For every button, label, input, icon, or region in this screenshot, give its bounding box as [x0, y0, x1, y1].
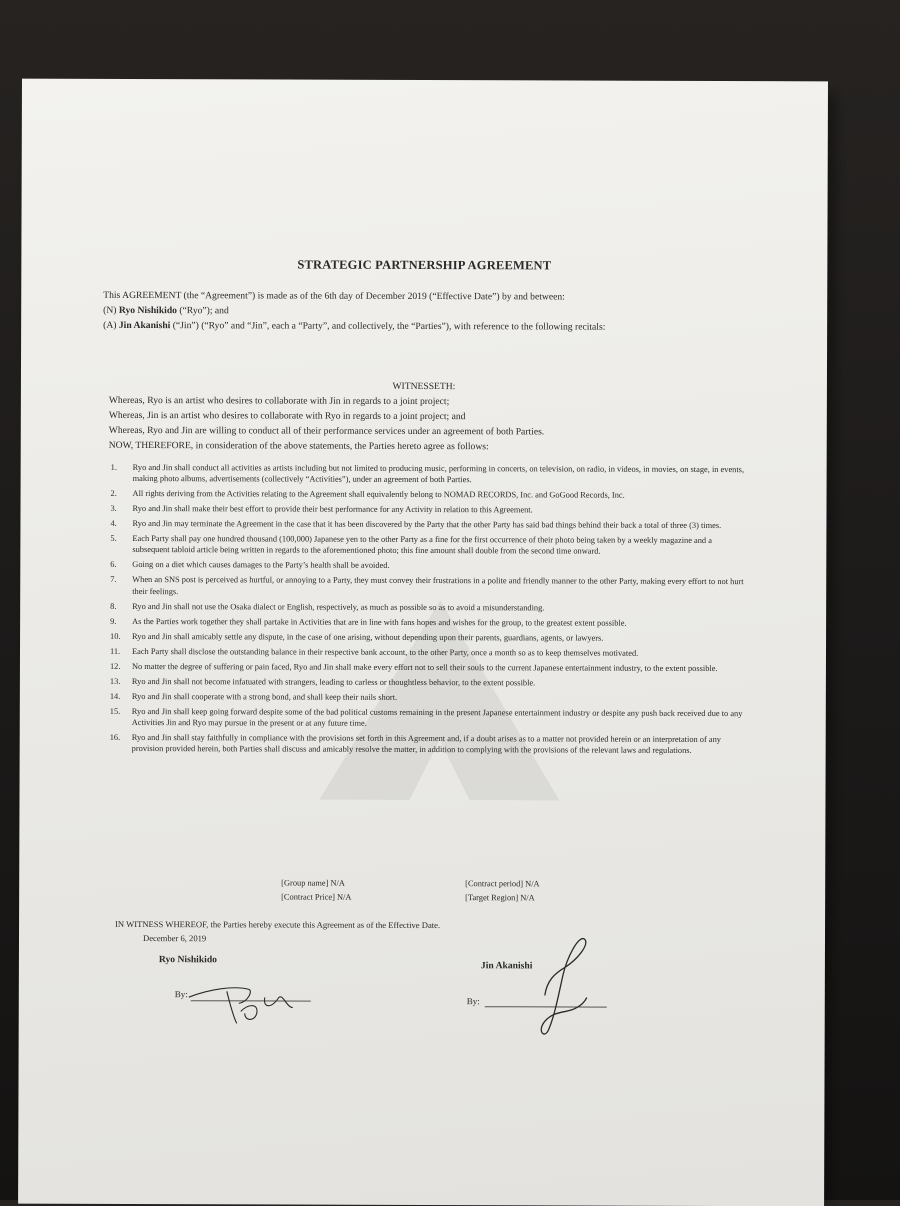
- clause-number: 9.: [110, 616, 117, 626]
- clause-number: 16.: [109, 732, 121, 742]
- clause-number: 2.: [110, 489, 117, 499]
- party-2-prefix: (A): [103, 319, 119, 331]
- party-1-prefix: (N): [103, 304, 119, 316]
- clause-number: 11.: [109, 646, 121, 656]
- clause-item: [105, 462, 745, 487]
- clause-item: [104, 559, 744, 572]
- clause-number: 4.: [110, 519, 117, 529]
- clause-text: Ryo and Jin shall cooperate with a strong bond, and shall keep their nails short.: [131, 691, 398, 702]
- clause-number: 12.: [109, 661, 121, 671]
- field-contract-period: [Contract period] N/A: [465, 879, 540, 889]
- clause-text: Ryo and Jin may terminate the Agreement in the case that it has been discovered by the Party that the other Party has said bad things behind their back a total of three (3) times.: [132, 519, 722, 531]
- intro-line: This AGREEMENT (the “Agreement”) is made as of the 6th day of December 2019 (“Effective Date”) by and between:: [103, 289, 565, 303]
- field-target-region: [Target Region] N/A: [465, 893, 535, 903]
- clause-item: [105, 488, 745, 501]
- clause-item: [104, 645, 744, 658]
- clause-number: 8.: [110, 601, 117, 611]
- clause-text: Going on a diet which causes damages to the Party’s health shall be avoided.: [132, 560, 390, 571]
- party-1-suffix: (“Ryo”); and: [176, 305, 229, 317]
- clause-item: [104, 503, 744, 516]
- clause-item: [104, 600, 744, 613]
- clause-text: Ryo and Jin shall conduct all activities as artists including but not limited to producing music, performing in concerts, on television, on radio, in videos, in movies, on stage, in events, making photo albums, advertisements (collectively “Activities”), under an agreement of both Parties.: [132, 462, 745, 485]
- clause-text: When an SNS post is perceived as hurtful, or annoying to a Party, they must convey their frustrations in a polite and friendly manner to the other Party, making every effort to not hurt their feelings.: [132, 575, 744, 596]
- clause-item: [104, 732, 744, 757]
- clause-item: [104, 615, 744, 628]
- recital-4: NOW, THEREFORE, in consideration of the above statements, the Parties hereto agree as follows:: [108, 439, 489, 453]
- clause-text: Each Party shall disclose the outstanding balance in their respective bank account, to the other Party, once a month so as to keep themselves motivated.: [131, 646, 639, 658]
- party-1-line: [103, 304, 229, 317]
- clause-list: [104, 462, 745, 760]
- clause-item: [104, 574, 744, 599]
- party-2-by-label: By:: [466, 996, 480, 1007]
- clause-item: [104, 675, 744, 688]
- clause-text: No matter the degree of suffering or pain faced, Ryo and Jin shall make every effort not to sell their souls to the current Japanese entertainment industry, to the extent possible.: [131, 661, 718, 673]
- clause-item: [104, 518, 744, 531]
- field-group-name: [Group name] N/A: [281, 878, 345, 888]
- party-1-signature: [179, 967, 319, 1027]
- clause-text: All rights deriving from the Activities relating to the Agreement shall equivalently belong to NOMAD RECORDS, Inc. and GoGood Records, Inc.: [132, 489, 625, 500]
- clause-number: 10.: [110, 631, 121, 641]
- clause-item: [104, 705, 744, 730]
- party-1-name: Ryo Nishikido: [118, 304, 177, 317]
- recital-3: Whereas, Ryo and Jin are willing to conduct all of their performance services under an agreement of both Parties.: [108, 424, 545, 438]
- document-title: STRATEGIC PARTNERSHIP AGREEMENT: [297, 257, 552, 273]
- field-contract-price: [Contract Price] N/A: [281, 892, 352, 902]
- party-1-by-label: By:: [174, 989, 188, 1000]
- clause-number: 14.: [109, 691, 121, 701]
- clause-item: [104, 690, 744, 703]
- clause-number: 7.: [110, 575, 117, 585]
- party-1-signature-name: Ryo Nishikido: [158, 954, 217, 966]
- party-2-signature: [505, 935, 615, 1045]
- clause-text: Ryo and Jin shall make their best effort to provide their best performance for any Activity in relation to this Agreement.: [132, 504, 533, 515]
- clause-number: 6.: [110, 560, 117, 570]
- execution-date: December 6, 2019: [142, 933, 207, 944]
- clause-number: 5.: [110, 534, 117, 544]
- party-2-signature-name: Jin Akanishi: [480, 960, 533, 972]
- clause-number: 3.: [110, 504, 117, 514]
- clause-text: Ryo and Jin shall stay faithfully in compliance with the provisions set forth in this Agreement and, if a doubt arises as to a matter not provided herein or an interpretation of any provision provided herein, both Parties shall discuss and amicably resolve the matter, in addition to complying with the provisions of the relevant laws and regulations.: [131, 732, 721, 755]
- document-body: [18, 79, 828, 1206]
- clause-number: 15.: [109, 706, 121, 716]
- witnesseth-heading: WITNESSETH:: [392, 380, 456, 393]
- party-2-name: Jin Akanishi: [118, 319, 171, 332]
- party-2-line: [103, 319, 605, 334]
- clause-item: [104, 660, 744, 673]
- clause-item: [104, 533, 744, 558]
- party-2-suffix: (“Jin”) (“Ryo” and “Jin”, each a “Party”, and collectively, the “Parties”), with reference to the following recitals:: [170, 320, 606, 333]
- clause-text: Ryo and Jin shall not use the Osaka dialect or English, respectively, as much as possible so as to avoid a misunderstanding.: [132, 601, 545, 613]
- recital-1: Whereas, Ryo is an artist who desires to collaborate with Jin in regards to a joint project;: [108, 394, 450, 408]
- clause-text: Ryo and Jin shall keep going forward despite some of the bad political customs remaining in the present Japanese entertainment industry or despite any push back received due to any Activities Jin and Ryo may pursue in the present or at any future time.: [131, 706, 743, 728]
- clause-item: [104, 630, 744, 643]
- recital-2: Whereas, Jin is an artist who desires to collaborate with Ryo in regards to a joint project; and: [108, 409, 466, 423]
- clause-text: Ryo and Jin shall amicably settle any dispute, in the case of one arising, without depending upon their parents, guardians, agents, or lawyers.: [132, 631, 604, 643]
- clause-text: Ryo and Jin shall not become infatuated with strangers, leading to carless or thoughtless behavior, to the extent possible.: [131, 676, 536, 687]
- clause-text: As the Parties work together they shall partake in Activities that are in line with fans hopes and wishes for the group, to the greatest extent possible.: [132, 616, 627, 628]
- witness-statement: IN WITNESS WHEREOF, the Parties hereby execute this Agreement as of the Effective Date.: [115, 918, 441, 931]
- clause-number: 1.: [110, 462, 117, 472]
- clause-text: Each Party shall pay one hundred thousand (100,000) Japanese yen to the other Party as a fine for the first occurrence of their photo being taken by a weekly magazine and a subsequent tabloid article being written in regards to the aforementioned photo; this fine amount shall double from the second time onward.: [132, 534, 712, 557]
- contract-page: [18, 79, 828, 1206]
- clause-number: 13.: [109, 676, 121, 686]
